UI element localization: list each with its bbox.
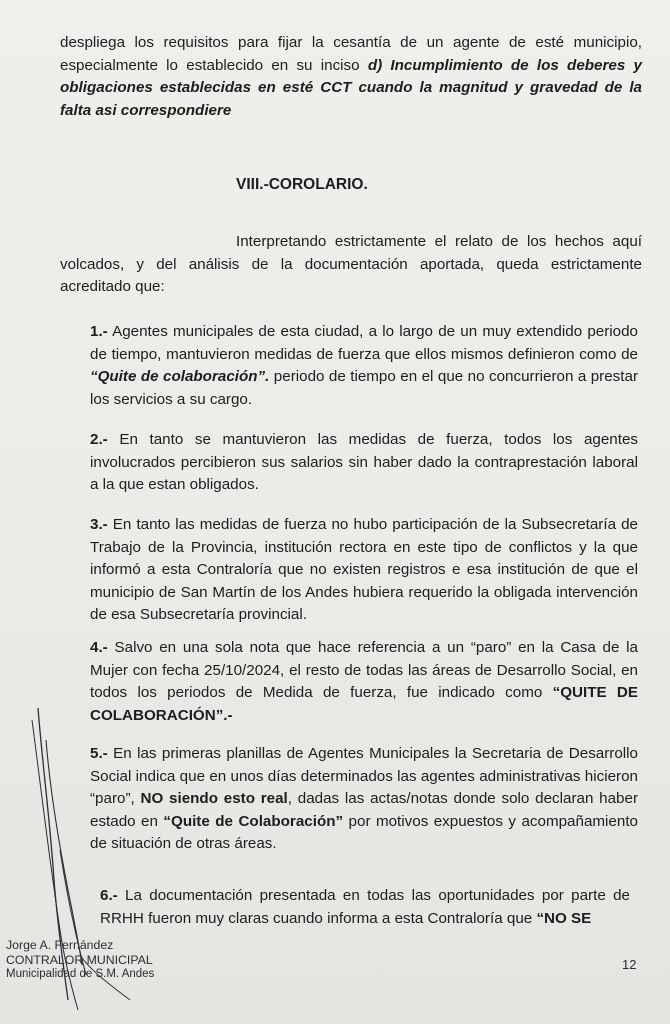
signature-block <box>6 938 154 982</box>
item-number: 2.- <box>90 431 108 448</box>
intro-emphasis: d) Incumplimiento de los deberes y obligaciones establecidas en esté CCT cuando la magnitud y gravedad de la falta asi correspondiere <box>60 56 642 119</box>
item-text: La documentación presentada en todas las oportunidades por parte de RRHH fueron muy claras cuando informa a esta Contraloría que <box>100 887 630 927</box>
item-text: En tanto las medidas de fuerza no hubo participación de la Subsecretaría de Trabajo de la Provincia, institución rectora en este tipo de conflictos y la que informó a esta Contraloría que no existen registros e esa institución de que el municipio de San Martín de los Andes hubiera requerido la obligada intervención de esa Subsecretaría provincial. <box>90 516 638 623</box>
conclusion-item-3 <box>90 514 638 627</box>
item-text: En las primeras planillas de Agentes Municipales la Secretaria de Desarrollo Social indica que en unos días determinados las agentes administrativas hicieron “paro”, <box>90 745 638 807</box>
intro-paragraph <box>60 32 642 122</box>
page-number: 12 <box>622 957 637 972</box>
item-emphasis: “NO SE <box>536 909 592 927</box>
item-emphasis: NO siendo esto real <box>140 790 288 807</box>
item-number: 3.- <box>90 516 108 533</box>
conclusion-item-1 <box>90 321 638 411</box>
item-text: periodo de tiempo en el que no concurrieron a prestar los servicios a su cargo. <box>90 368 638 408</box>
conclusion-item-2 <box>90 429 638 497</box>
conclusion-item-4 <box>90 637 638 727</box>
section-heading: VIII.-COROLARIO. <box>236 176 368 193</box>
item-emphasis: “QUITE DE COLABORACIÓN”.- <box>90 684 638 724</box>
item-number: 1.- <box>90 323 108 340</box>
intro-text: despliega los requisitos para fijar la cesantía de un agente de esté municipio, especialmente lo establecido en su inciso <box>60 34 642 74</box>
item-number: 4.- <box>90 639 108 656</box>
signer-organization: Municipalidad de S.M. Andes <box>6 968 155 980</box>
item-text: por motivos expuestos y acompañamiento de situación de otras áreas. <box>90 812 638 852</box>
signer-name: Jorge A. Fernández <box>6 938 114 952</box>
conclusion-item-5 <box>90 743 638 856</box>
interpretation-paragraph: Interpretando estrictamente el relato de los hechos aquí volcados, y del análisis de la documentación aportada, queda estrictamente acreditado que: <box>60 233 642 295</box>
signer-title: CONTRALOR MUNICIPAL <box>6 952 153 967</box>
item-text: , dadas las actas/notas donde solo declaran haber estado en <box>90 790 639 830</box>
item-number: 6.- <box>100 887 118 904</box>
item-text: Salvo en una sola nota que hace referencia a un “paro” en la Casa de la Mujer con fecha 25/10/2024, el resto de todas las áreas de Desarrollo Social, en todos los periodos de Medida de fuerza, fue indicado como <box>90 639 638 701</box>
conclusion-item-6 <box>100 885 630 930</box>
item-text: En tanto se mantuvieron las medidas de fuerza, todos los agentes involucrados percibieron sus salarios sin haber dado la contraprestación laboral a la que estan obligados. <box>90 431 638 493</box>
item-emphasis: “Quite de colaboración”. <box>90 368 270 385</box>
item-emphasis: “Quite de Colaboración” <box>163 812 344 830</box>
item-number: 5.- <box>90 745 108 762</box>
item-text: Agentes municipales de esta ciudad, a lo largo de un muy extendido periodo de tiempo, mantuvieron medidas de fuerza que ellos mismos definieron como de <box>90 323 638 363</box>
